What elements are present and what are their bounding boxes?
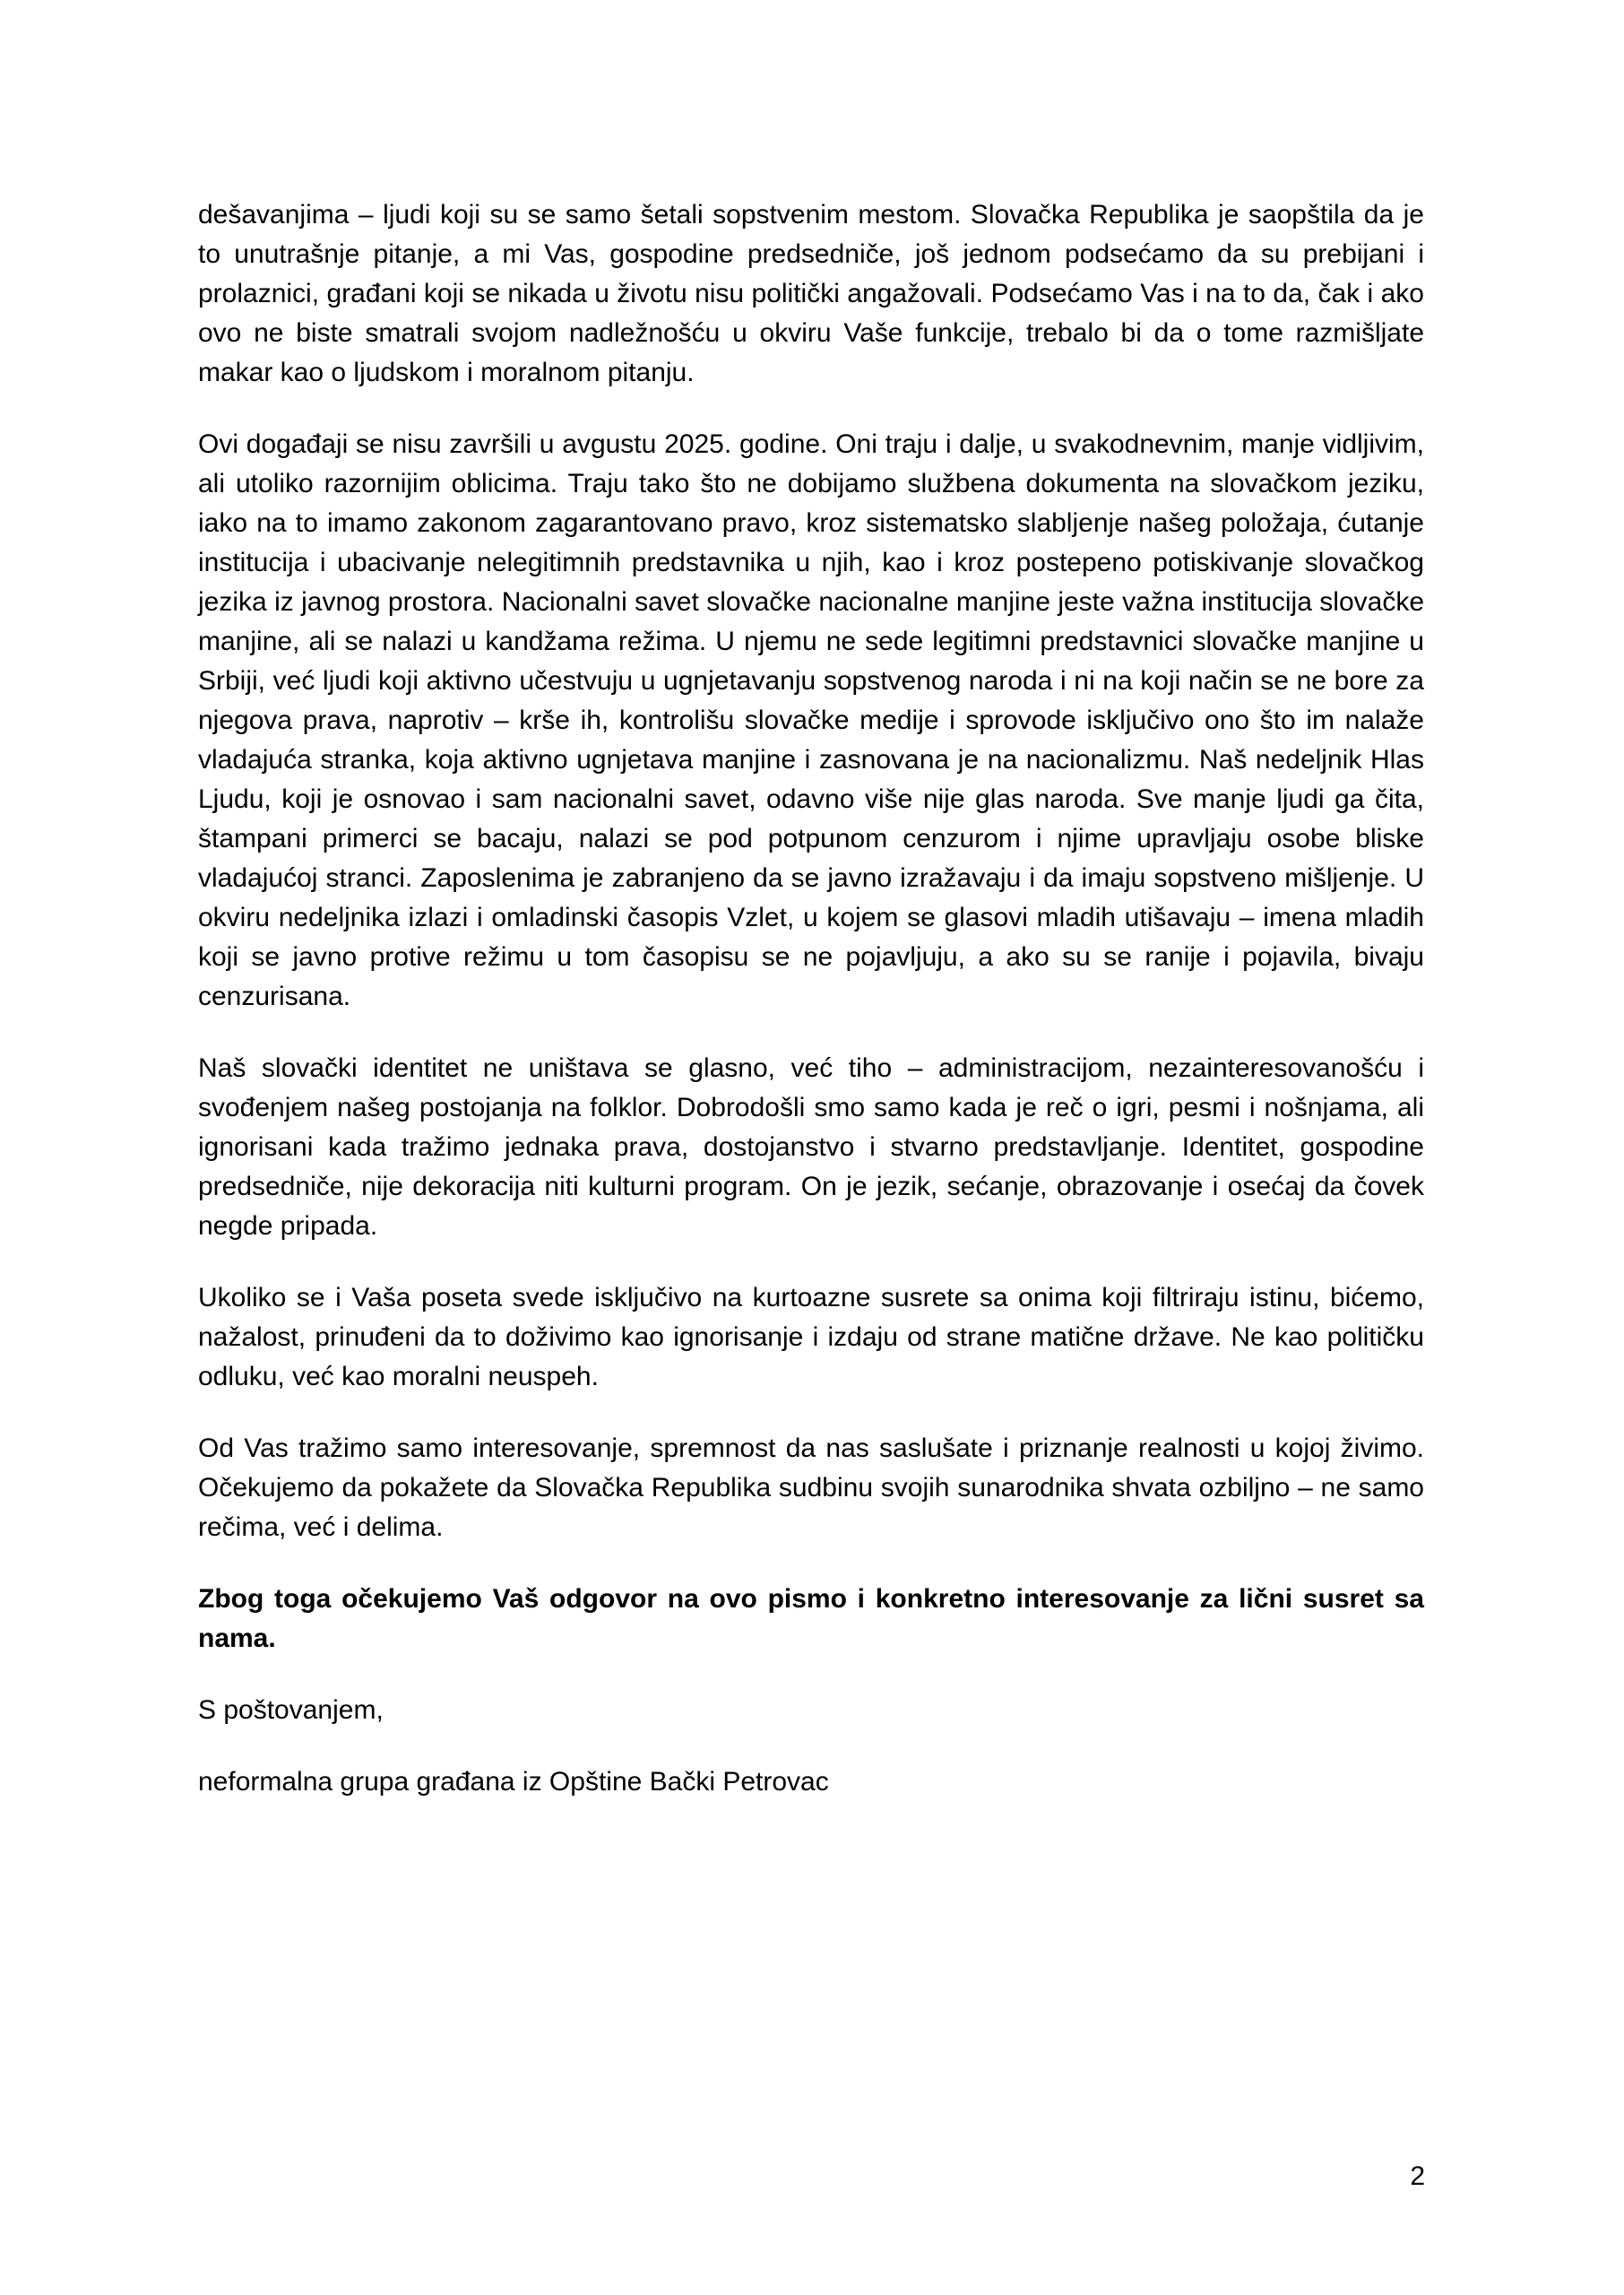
paragraph-request: Od Vas tražimo samo interesovanje, spremnost da nas saslušate i priznanje realnosti u kojoj živimo. Očekujemo da pokažete da Slovačka Republika sudbinu svojih sunarodnika shvata ozbiljno – ne samo rečima, već i delima. xyxy=(198,1433,1424,1542)
page-number: 2 xyxy=(1410,2161,1425,2191)
paragraph-ongoing-events: Ovi događaji se nisu završili u avgustu 2025. godine. Oni traju i dalje, u svakodnevnim, manje vidljivim, ali utoliko razornijim oblicima. Traju tako što ne dobijamo službena dokumenta na slovačkom jeziku, iako na to imamo zakonom zagarantovano pravo, kroz sistematsko slabljenje našeg položaja, ćutanje institucija i ubacivanje nelegitimnih predstavnika u njih, kao i kroz postepeno potiskivanje slovačkog jezika iz javnog prostora. Nacionalni savet slovačke nacionalne manjine jeste važna institucija slovačke manjine, ali se nalazi u kandžama režima. U njemu ne sede legitimni predstavnici slovačke manjine u Srbiji, već ljudi koji aktivno učestvuju u ugnjetavanju sopstvenog naroda i ni na koji način se ne bore za njegova prava, naprotiv – krše ih, kontrolišu slovačke medije i sprovode isključivo ono što im nalaže vladajuća stranka, koja aktivno ugnjetava manjine i zasnovana je na nacionalizmu. Naš nedeljnik Hlas Ljudu, koji je osnovao i sam nacionalni savet, odavno više nije glas naroda. Sve manje ljudi ga čita, štampani primerci se bacaju, nalazi se pod potpunom cenzurom i njime upravljaju osobe bliske vladajućoj stranci. Zaposlenima je zabranjeno da se javno izražavaju i da imaju sopstveno mišljenje. U okviru nedeljnika izlazi i omladinski časopis Vzlet, u kojem se glasovi mladih utišavaju – imena mladih koji se javno protive režimu u tom časopisu se ne pojavljuju, a ako su se ranije i pojavila, bivaju cenzurisana. xyxy=(198,429,1424,1011)
paragraph-call-to-action: Zbog toga očekujemo Vaš odgovor na ovo pismo i konkretno interesovanje za lični susret sa nama. xyxy=(198,1584,1424,1653)
letter-body xyxy=(198,195,1424,1834)
signature: neformalna grupa građana iz Opštine Bački Petrovac xyxy=(198,1767,829,1797)
paragraph-identity: Naš slovački identitet ne uništava se glasno, već tiho – administracijom, nezainteresovanošću i svođenjem našeg postojanja na folklor. Dobrodošli smo samo kada je reč o igri, pesmi i nošnjama, ali ignorisani kada tražimo jednaka prava, dostojanstvo i stvarno predstavljanje. Identitet, gospodine predsedniče, nije dekoracija niti kulturni program. On je jezik, sećanje, obrazovanje i osećaj da čovek negde pripada. xyxy=(198,1053,1424,1241)
paragraph-events-context: dešavanjima – ljudi koji su se samo šetali sopstvenim mestom. Slovačka Republika je saopštila da je to unutrašnje pitanje, a mi Vas, gospodine predsedniče, još jednom podsećamo da su prebijani i prolaznici, građani koji se nikada u životu nisu politički angažovali. Podsećamo Vas i na to da, čak i ako ovo ne biste smatrali svojom nadležnošću u okviru Vaše funkcije, trebalo bi da o tome razmišljate makar kao o ljudskom i moralnom pitanju. xyxy=(198,200,1424,387)
paragraph-visit-warning: Ukoliko se i Vaša poseta svede isključivo na kurtoazne susrete sa onima koji filtriraju istinu, bićemo, nažalost, prinuđeni da to doživimo kao ignorisanje i izdaju od strane matične države. Ne kao političku odluku, već kao moralni neuspeh. xyxy=(198,1283,1424,1391)
closing-salutation: S poštovanjem, xyxy=(198,1695,384,1725)
